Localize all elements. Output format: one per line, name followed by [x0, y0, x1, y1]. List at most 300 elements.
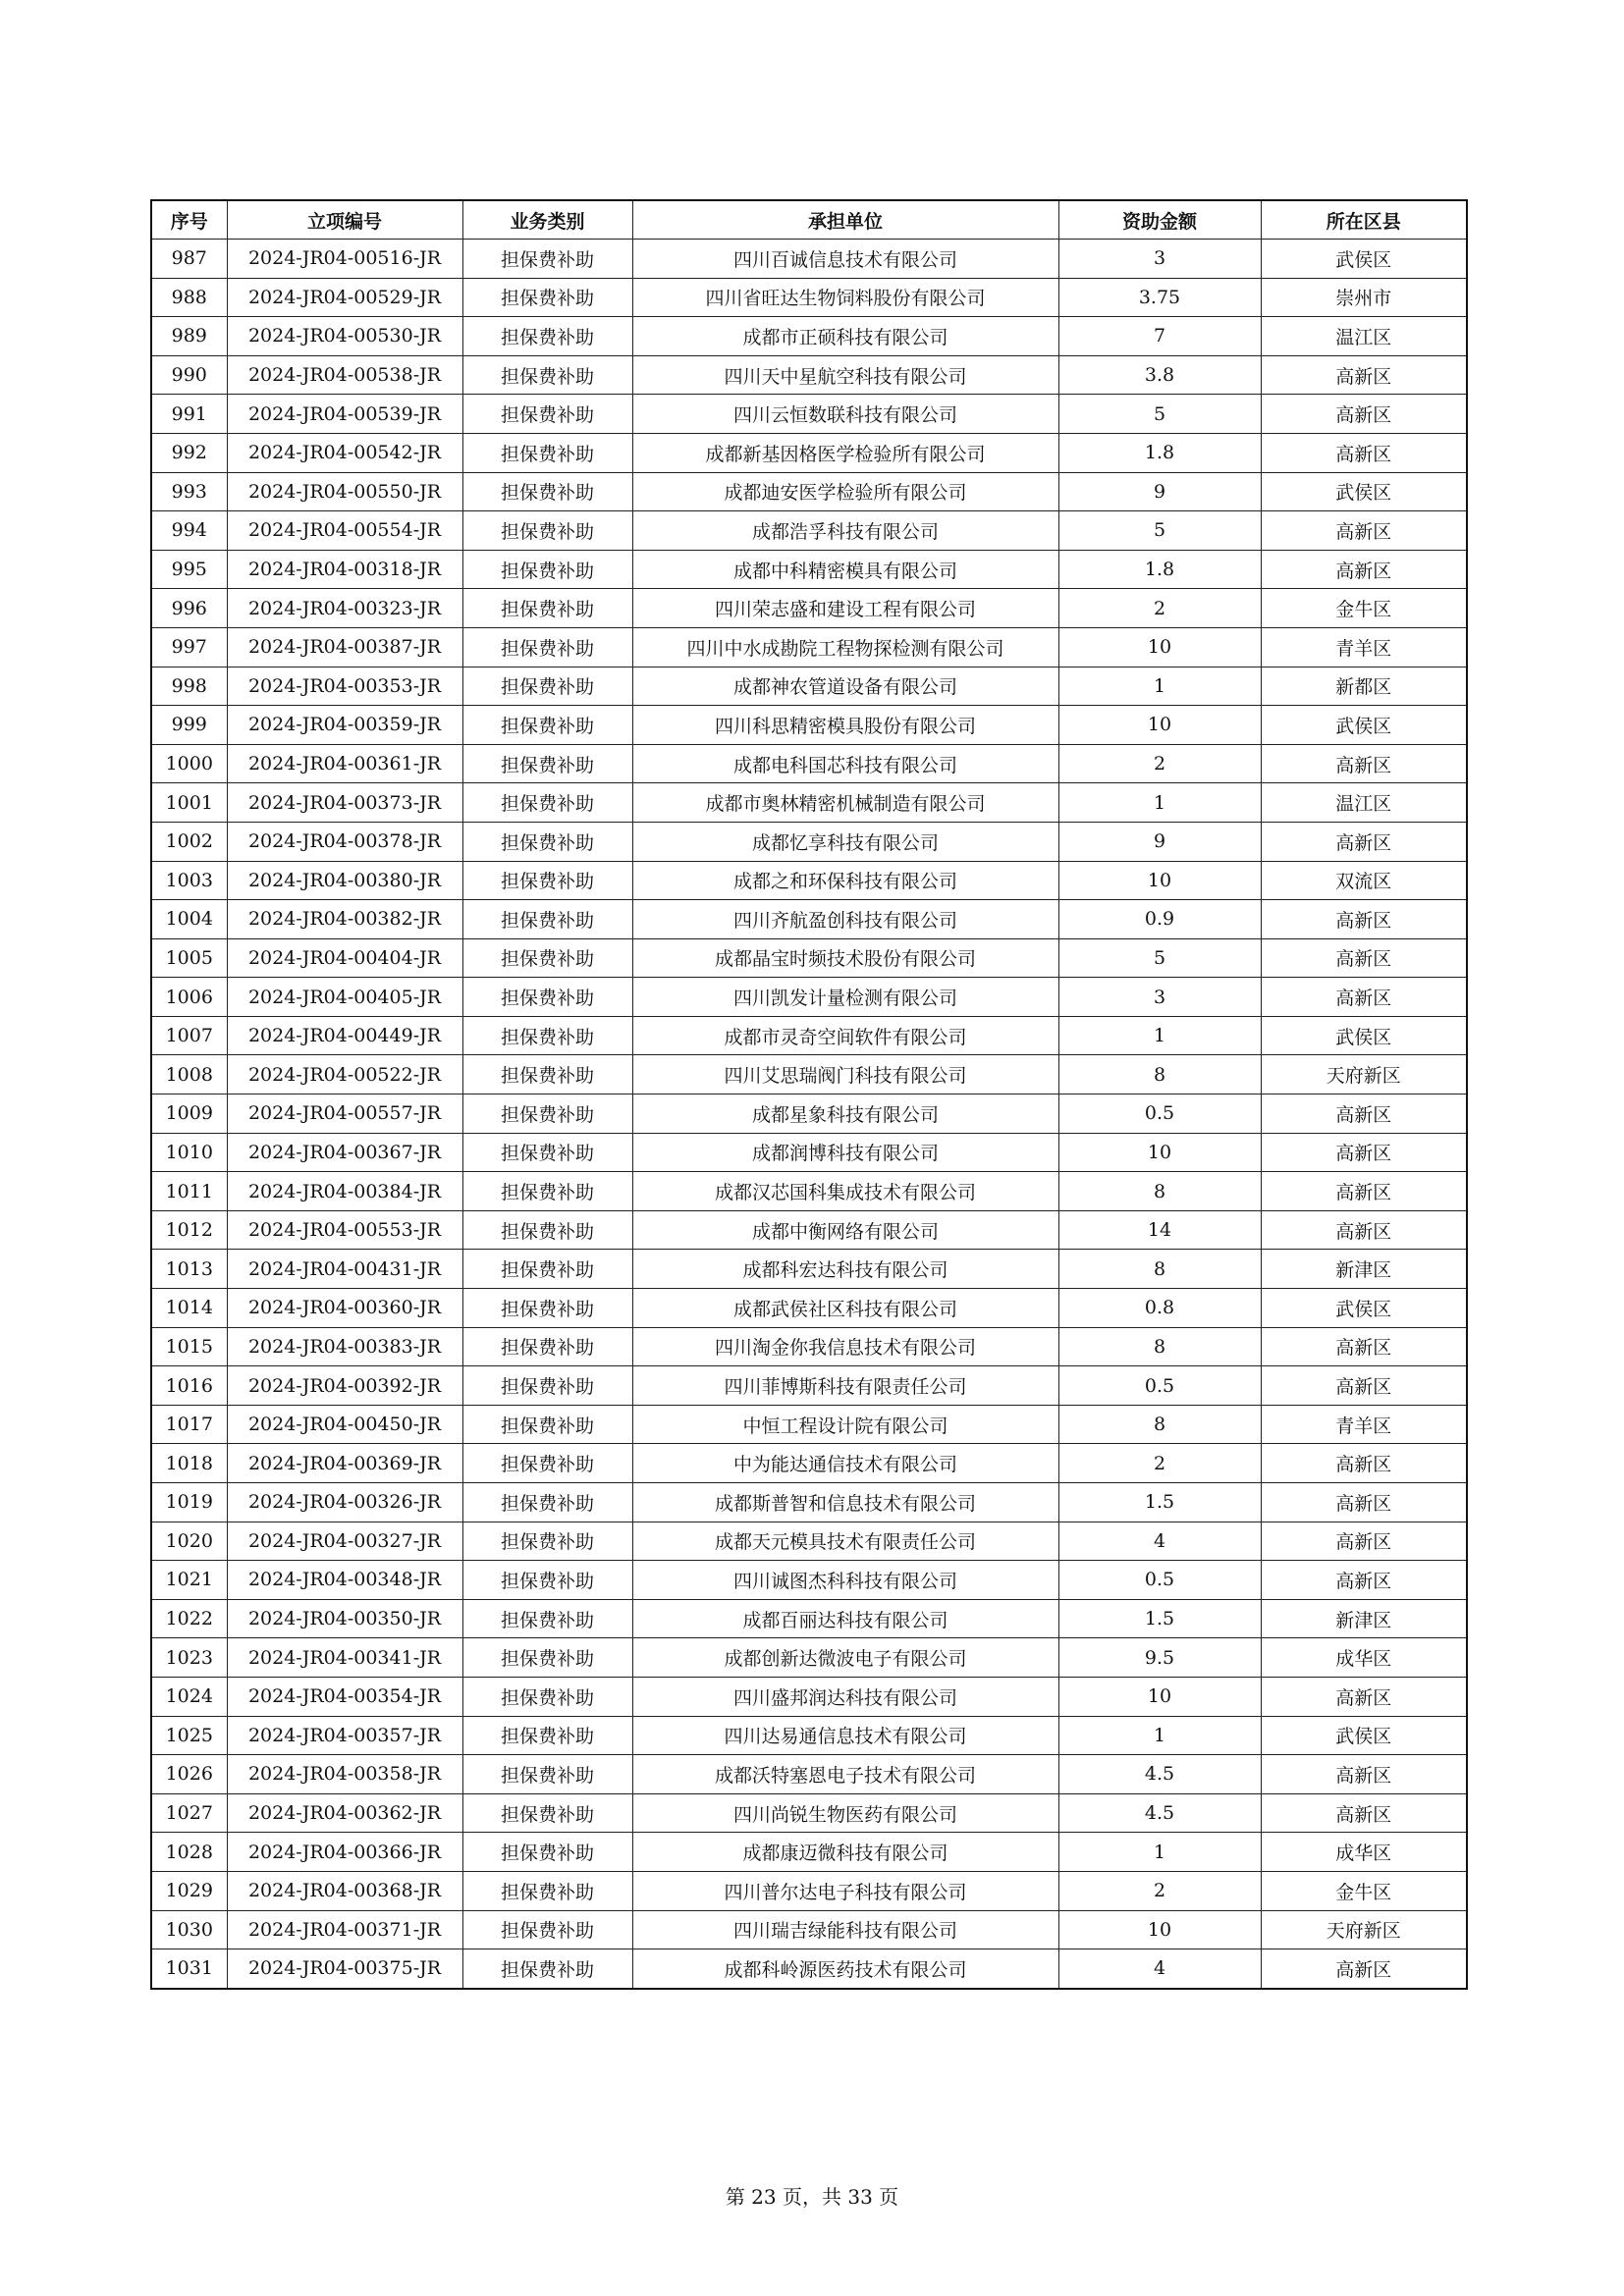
cell-seq: 995 [151, 550, 227, 589]
table-row [151, 1949, 1467, 1989]
cell-district: 崇州市 [1261, 278, 1467, 317]
cell-project-code: 2024-JR04-00383-JR [227, 1327, 462, 1366]
cell-project-code: 2024-JR04-00557-JR [227, 1095, 462, 1134]
cell-seq: 1029 [151, 1871, 227, 1910]
cell-business-type: 担保费补助 [462, 1289, 632, 1328]
cell-project-code: 2024-JR04-00362-JR [227, 1793, 462, 1833]
cell-seq: 1004 [151, 900, 227, 939]
table-row [151, 395, 1467, 434]
cell-amount: 0.5 [1058, 1561, 1261, 1600]
cell-business-type: 担保费补助 [462, 589, 632, 628]
cell-business-type: 担保费补助 [462, 1599, 632, 1638]
cell-business-type: 担保费补助 [462, 1133, 632, 1172]
cell-amount: 5 [1058, 395, 1261, 434]
cell-seq: 989 [151, 317, 227, 356]
cell-project-code: 2024-JR04-00361-JR [227, 744, 462, 783]
table-row [151, 1210, 1467, 1250]
cell-amount: 0.5 [1058, 1095, 1261, 1134]
cell-district: 高新区 [1261, 1327, 1467, 1366]
cell-organization: 成都汉芯国科集成技术有限公司 [632, 1172, 1058, 1211]
cell-amount: 1 [1058, 783, 1261, 823]
cell-project-code: 2024-JR04-00554-JR [227, 511, 462, 551]
cell-seq: 1021 [151, 1561, 227, 1600]
table-row [151, 1016, 1467, 1055]
table-row [151, 627, 1467, 667]
header-project-code: 立项编号 [227, 200, 462, 240]
cell-organization: 四川百诚信息技术有限公司 [632, 240, 1058, 279]
cell-organization: 四川瑞吉绿能科技有限公司 [632, 1910, 1058, 1949]
table-row [151, 1755, 1467, 1794]
cell-business-type: 担保费补助 [462, 1366, 632, 1406]
cell-project-code: 2024-JR04-00359-JR [227, 706, 462, 745]
cell-seq: 1020 [151, 1522, 227, 1561]
cell-amount: 2 [1058, 744, 1261, 783]
cell-seq: 1012 [151, 1210, 227, 1250]
cell-project-code: 2024-JR04-00373-JR [227, 783, 462, 823]
cell-district: 青羊区 [1261, 1405, 1467, 1444]
cell-organization: 成都中衡网络有限公司 [632, 1210, 1058, 1250]
cell-organization: 四川中水成勘院工程物探检测有限公司 [632, 627, 1058, 667]
cell-district: 高新区 [1261, 1483, 1467, 1522]
cell-district: 新津区 [1261, 1599, 1467, 1638]
table-row [151, 1561, 1467, 1600]
table-row [151, 240, 1467, 279]
cell-business-type: 担保费补助 [462, 861, 632, 900]
cell-business-type: 担保费补助 [462, 1871, 632, 1910]
cell-district: 温江区 [1261, 317, 1467, 356]
cell-amount: 10 [1058, 706, 1261, 745]
cell-business-type: 担保费补助 [462, 1016, 632, 1055]
table-row [151, 1172, 1467, 1211]
cell-project-code: 2024-JR04-00371-JR [227, 1910, 462, 1949]
funding-table [150, 199, 1468, 1990]
cell-amount: 10 [1058, 1677, 1261, 1716]
cell-seq: 998 [151, 667, 227, 706]
cell-project-code: 2024-JR04-00378-JR [227, 822, 462, 861]
cell-seq: 997 [151, 627, 227, 667]
cell-amount: 3.8 [1058, 355, 1261, 395]
cell-amount: 1.8 [1058, 433, 1261, 472]
cell-amount: 1 [1058, 1833, 1261, 1872]
cell-seq: 1000 [151, 744, 227, 783]
cell-amount: 0.9 [1058, 900, 1261, 939]
cell-business-type: 担保费补助 [462, 822, 632, 861]
cell-organization: 成都迪安医学检验所有限公司 [632, 472, 1058, 511]
cell-business-type: 担保费补助 [462, 900, 632, 939]
cell-amount: 10 [1058, 627, 1261, 667]
cell-project-code: 2024-JR04-00358-JR [227, 1755, 462, 1794]
cell-seq: 1005 [151, 938, 227, 978]
cell-project-code: 2024-JR04-00553-JR [227, 1210, 462, 1250]
table-row [151, 1327, 1467, 1366]
table-row [151, 744, 1467, 783]
cell-amount: 8 [1058, 1327, 1261, 1366]
cell-amount: 1.8 [1058, 550, 1261, 589]
cell-amount: 3 [1058, 240, 1261, 279]
cell-amount: 4.5 [1058, 1755, 1261, 1794]
page-number: 第 23 页，共 33 页 [725, 2185, 899, 2209]
cell-district: 高新区 [1261, 1949, 1467, 1989]
cell-seq: 1015 [151, 1327, 227, 1366]
table-row [151, 1055, 1467, 1095]
cell-project-code: 2024-JR04-00450-JR [227, 1405, 462, 1444]
cell-amount: 10 [1058, 1133, 1261, 1172]
cell-amount: 0.8 [1058, 1289, 1261, 1328]
cell-amount: 9.5 [1058, 1638, 1261, 1678]
cell-amount: 8 [1058, 1250, 1261, 1289]
cell-amount: 1 [1058, 1016, 1261, 1055]
cell-seq: 1013 [151, 1250, 227, 1289]
cell-project-code: 2024-JR04-00357-JR [227, 1716, 462, 1755]
cell-business-type: 担保费补助 [462, 1793, 632, 1833]
cell-district: 成华区 [1261, 1638, 1467, 1678]
header-seq: 序号 [151, 200, 227, 240]
cell-project-code: 2024-JR04-00522-JR [227, 1055, 462, 1095]
cell-district: 武侯区 [1261, 472, 1467, 511]
cell-seq: 1002 [151, 822, 227, 861]
cell-seq: 1017 [151, 1405, 227, 1444]
cell-seq: 1016 [151, 1366, 227, 1406]
cell-project-code: 2024-JR04-00353-JR [227, 667, 462, 706]
header-business-type: 业务类别 [462, 200, 632, 240]
table-row [151, 1483, 1467, 1522]
cell-district: 高新区 [1261, 744, 1467, 783]
cell-project-code: 2024-JR04-00323-JR [227, 589, 462, 628]
cell-seq: 1006 [151, 978, 227, 1017]
cell-district: 新都区 [1261, 667, 1467, 706]
cell-district: 新津区 [1261, 1250, 1467, 1289]
cell-organization: 成都斯普智和信息技术有限公司 [632, 1483, 1058, 1522]
cell-business-type: 担保费补助 [462, 1327, 632, 1366]
table-row [151, 355, 1467, 395]
cell-amount: 8 [1058, 1172, 1261, 1211]
cell-seq: 1027 [151, 1793, 227, 1833]
cell-business-type: 担保费补助 [462, 1250, 632, 1289]
cell-district: 武侯区 [1261, 1016, 1467, 1055]
table-row [151, 589, 1467, 628]
table-row [151, 1366, 1467, 1406]
cell-seq: 993 [151, 472, 227, 511]
table-row [151, 1871, 1467, 1910]
table-row [151, 706, 1467, 745]
cell-seq: 1008 [151, 1055, 227, 1095]
cell-organization: 四川诚图杰科科技有限公司 [632, 1561, 1058, 1600]
cell-project-code: 2024-JR04-00367-JR [227, 1133, 462, 1172]
cell-business-type: 担保费补助 [462, 783, 632, 823]
header-organization: 承担单位 [632, 200, 1058, 240]
cell-project-code: 2024-JR04-00538-JR [227, 355, 462, 395]
cell-amount: 2 [1058, 589, 1261, 628]
cell-business-type: 担保费补助 [462, 938, 632, 978]
cell-organization: 成都科岭源医药技术有限公司 [632, 1949, 1058, 1989]
cell-district: 高新区 [1261, 822, 1467, 861]
cell-amount: 3.75 [1058, 278, 1261, 317]
cell-organization: 成都神农管道设备有限公司 [632, 667, 1058, 706]
cell-amount: 5 [1058, 938, 1261, 978]
cell-amount: 9 [1058, 472, 1261, 511]
table-row [151, 317, 1467, 356]
cell-organization: 成都沃特塞恩电子技术有限公司 [632, 1755, 1058, 1794]
cell-district: 高新区 [1261, 550, 1467, 589]
table-row [151, 1599, 1467, 1638]
cell-organization: 成都天元模具技术有限责任公司 [632, 1522, 1058, 1561]
cell-seq: 987 [151, 240, 227, 279]
cell-district: 高新区 [1261, 1133, 1467, 1172]
cell-organization: 成都电科国芯科技有限公司 [632, 744, 1058, 783]
cell-amount: 2 [1058, 1444, 1261, 1483]
cell-seq: 1024 [151, 1677, 227, 1716]
cell-business-type: 担保费补助 [462, 472, 632, 511]
cell-district: 高新区 [1261, 1561, 1467, 1600]
cell-organization: 成都市奥林精密机械制造有限公司 [632, 783, 1058, 823]
cell-organization: 四川盛邦润达科技有限公司 [632, 1677, 1058, 1716]
cell-project-code: 2024-JR04-00326-JR [227, 1483, 462, 1522]
cell-district: 武侯区 [1261, 1289, 1467, 1328]
table-row [151, 1444, 1467, 1483]
cell-organization: 成都市灵奇空间软件有限公司 [632, 1016, 1058, 1055]
cell-project-code: 2024-JR04-00550-JR [227, 472, 462, 511]
cell-district: 高新区 [1261, 938, 1467, 978]
cell-organization: 四川省旺达生物饲料股份有限公司 [632, 278, 1058, 317]
cell-project-code: 2024-JR04-00449-JR [227, 1016, 462, 1055]
cell-seq: 988 [151, 278, 227, 317]
cell-amount: 10 [1058, 861, 1261, 900]
cell-district: 高新区 [1261, 511, 1467, 551]
cell-seq: 1014 [151, 1289, 227, 1328]
cell-amount: 1 [1058, 667, 1261, 706]
table-row [151, 978, 1467, 1017]
cell-amount: 4 [1058, 1949, 1261, 1989]
cell-seq: 1028 [151, 1833, 227, 1872]
cell-district: 温江区 [1261, 783, 1467, 823]
cell-business-type: 担保费补助 [462, 395, 632, 434]
cell-organization: 四川淘金你我信息技术有限公司 [632, 1327, 1058, 1366]
cell-seq: 1023 [151, 1638, 227, 1678]
cell-business-type: 担保费补助 [462, 1172, 632, 1211]
table-row [151, 1133, 1467, 1172]
table-row [151, 1638, 1467, 1678]
cell-project-code: 2024-JR04-00327-JR [227, 1522, 462, 1561]
table-row [151, 278, 1467, 317]
table-row [151, 433, 1467, 472]
cell-district: 金牛区 [1261, 589, 1467, 628]
cell-project-code: 2024-JR04-00350-JR [227, 1599, 462, 1638]
cell-organization: 中恒工程设计院有限公司 [632, 1405, 1058, 1444]
cell-project-code: 2024-JR04-00539-JR [227, 395, 462, 434]
cell-organization: 四川达易通信息技术有限公司 [632, 1716, 1058, 1755]
cell-project-code: 2024-JR04-00387-JR [227, 627, 462, 667]
table-row [151, 1095, 1467, 1134]
cell-organization: 成都之和环保科技有限公司 [632, 861, 1058, 900]
cell-organization: 中为能达通信技术有限公司 [632, 1444, 1058, 1483]
cell-district: 金牛区 [1261, 1871, 1467, 1910]
cell-district: 高新区 [1261, 1522, 1467, 1561]
cell-organization: 成都忆享科技有限公司 [632, 822, 1058, 861]
cell-seq: 1019 [151, 1483, 227, 1522]
cell-organization: 成都星象科技有限公司 [632, 1095, 1058, 1134]
cell-business-type: 担保费补助 [462, 1444, 632, 1483]
cell-project-code: 2024-JR04-00542-JR [227, 433, 462, 472]
cell-district: 高新区 [1261, 1444, 1467, 1483]
cell-business-type: 担保费补助 [462, 511, 632, 551]
cell-amount: 4 [1058, 1522, 1261, 1561]
cell-district: 高新区 [1261, 433, 1467, 472]
cell-business-type: 担保费补助 [462, 706, 632, 745]
table-row [151, 1405, 1467, 1444]
cell-project-code: 2024-JR04-00384-JR [227, 1172, 462, 1211]
cell-business-type: 担保费补助 [462, 1483, 632, 1522]
cell-seq: 1011 [151, 1172, 227, 1211]
table-row [151, 1910, 1467, 1949]
cell-business-type: 担保费补助 [462, 1522, 632, 1561]
cell-district: 高新区 [1261, 1755, 1467, 1794]
cell-project-code: 2024-JR04-00380-JR [227, 861, 462, 900]
cell-organization: 四川尚锐生物医药有限公司 [632, 1793, 1058, 1833]
cell-organization: 成都百丽达科技有限公司 [632, 1599, 1058, 1638]
cell-organization: 成都润博科技有限公司 [632, 1133, 1058, 1172]
cell-amount: 0.5 [1058, 1366, 1261, 1406]
cell-business-type: 担保费补助 [462, 1405, 632, 1444]
cell-seq: 990 [151, 355, 227, 395]
cell-seq: 1009 [151, 1095, 227, 1134]
cell-business-type: 担保费补助 [462, 744, 632, 783]
cell-seq: 1031 [151, 1949, 227, 1989]
cell-amount: 9 [1058, 822, 1261, 861]
cell-seq: 1030 [151, 1910, 227, 1949]
cell-business-type: 担保费补助 [462, 278, 632, 317]
cell-business-type: 担保费补助 [462, 433, 632, 472]
table-row [151, 1793, 1467, 1833]
cell-organization: 成都武侯社区科技有限公司 [632, 1289, 1058, 1328]
table-row [151, 511, 1467, 551]
cell-seq: 994 [151, 511, 227, 551]
cell-seq: 1001 [151, 783, 227, 823]
cell-amount: 10 [1058, 1910, 1261, 1949]
cell-project-code: 2024-JR04-00516-JR [227, 240, 462, 279]
table-row [151, 822, 1467, 861]
cell-organization: 四川云恒数联科技有限公司 [632, 395, 1058, 434]
cell-project-code: 2024-JR04-00375-JR [227, 1949, 462, 1989]
cell-district: 高新区 [1261, 1793, 1467, 1833]
cell-project-code: 2024-JR04-00369-JR [227, 1444, 462, 1483]
table-row [151, 472, 1467, 511]
cell-business-type: 担保费补助 [462, 1755, 632, 1794]
table-row [151, 1250, 1467, 1289]
cell-project-code: 2024-JR04-00404-JR [227, 938, 462, 978]
cell-business-type: 担保费补助 [462, 355, 632, 395]
header-amount: 资助金额 [1058, 200, 1261, 240]
table-row [151, 861, 1467, 900]
cell-seq: 1018 [151, 1444, 227, 1483]
cell-amount: 8 [1058, 1405, 1261, 1444]
cell-amount: 1.5 [1058, 1599, 1261, 1638]
cell-district: 高新区 [1261, 1677, 1467, 1716]
cell-organization: 成都康迈微科技有限公司 [632, 1833, 1058, 1872]
cell-amount: 5 [1058, 511, 1261, 551]
cell-project-code: 2024-JR04-00530-JR [227, 317, 462, 356]
cell-organization: 四川荣志盛和建设工程有限公司 [632, 589, 1058, 628]
cell-organization: 四川普尔达电子科技有限公司 [632, 1871, 1058, 1910]
table-row [151, 938, 1467, 978]
cell-district: 高新区 [1261, 1366, 1467, 1406]
table-row [151, 550, 1467, 589]
cell-business-type: 担保费补助 [462, 667, 632, 706]
table-row [151, 667, 1467, 706]
cell-business-type: 担保费补助 [462, 1561, 632, 1600]
cell-business-type: 担保费补助 [462, 1949, 632, 1989]
table-body [151, 240, 1467, 1989]
cell-business-type: 担保费补助 [462, 1910, 632, 1949]
cell-organization: 四川科思精密模具股份有限公司 [632, 706, 1058, 745]
cell-business-type: 担保费补助 [462, 1833, 632, 1872]
cell-district: 高新区 [1261, 978, 1467, 1017]
header-row [151, 200, 1467, 240]
cell-seq: 992 [151, 433, 227, 472]
cell-organization: 四川齐航盈创科技有限公司 [632, 900, 1058, 939]
cell-organization: 成都浩孚科技有限公司 [632, 511, 1058, 551]
cell-district: 高新区 [1261, 1210, 1467, 1250]
cell-project-code: 2024-JR04-00354-JR [227, 1677, 462, 1716]
cell-project-code: 2024-JR04-00348-JR [227, 1561, 462, 1600]
cell-amount: 14 [1058, 1210, 1261, 1250]
cell-amount: 8 [1058, 1055, 1261, 1095]
cell-organization: 成都晶宝时频技术股份有限公司 [632, 938, 1058, 978]
cell-business-type: 担保费补助 [462, 627, 632, 667]
cell-seq: 999 [151, 706, 227, 745]
cell-amount: 1 [1058, 1716, 1261, 1755]
cell-business-type: 担保费补助 [462, 317, 632, 356]
table-row [151, 1833, 1467, 1872]
cell-seq: 996 [151, 589, 227, 628]
cell-district: 天府新区 [1261, 1055, 1467, 1095]
table-row [151, 1289, 1467, 1328]
cell-seq: 1026 [151, 1755, 227, 1794]
table-row [151, 783, 1467, 823]
cell-amount: 1.5 [1058, 1483, 1261, 1522]
cell-business-type: 担保费补助 [462, 1095, 632, 1134]
cell-organization: 成都市正硕科技有限公司 [632, 317, 1058, 356]
cell-organization: 四川凯发计量检测有限公司 [632, 978, 1058, 1017]
cell-district: 武侯区 [1261, 240, 1467, 279]
cell-district: 成华区 [1261, 1833, 1467, 1872]
cell-project-code: 2024-JR04-00392-JR [227, 1366, 462, 1406]
cell-district: 青羊区 [1261, 627, 1467, 667]
cell-organization: 四川天中星航空科技有限公司 [632, 355, 1058, 395]
cell-district: 武侯区 [1261, 706, 1467, 745]
header-district: 所在区县 [1261, 200, 1467, 240]
table-row [151, 1677, 1467, 1716]
cell-district: 高新区 [1261, 1172, 1467, 1211]
cell-project-code: 2024-JR04-00368-JR [227, 1871, 462, 1910]
cell-seq: 1010 [151, 1133, 227, 1172]
cell-district: 高新区 [1261, 355, 1467, 395]
cell-business-type: 担保费补助 [462, 1716, 632, 1755]
cell-project-code: 2024-JR04-00382-JR [227, 900, 462, 939]
cell-seq: 1022 [151, 1599, 227, 1638]
cell-seq: 1003 [151, 861, 227, 900]
cell-amount: 3 [1058, 978, 1261, 1017]
cell-project-code: 2024-JR04-00341-JR [227, 1638, 462, 1678]
cell-amount: 2 [1058, 1871, 1261, 1910]
cell-district: 武侯区 [1261, 1716, 1467, 1755]
cell-organization: 成都中科精密模具有限公司 [632, 550, 1058, 589]
cell-district: 高新区 [1261, 395, 1467, 434]
cell-business-type: 担保费补助 [462, 240, 632, 279]
cell-project-code: 2024-JR04-00360-JR [227, 1289, 462, 1328]
table-row [151, 1716, 1467, 1755]
cell-project-code: 2024-JR04-00431-JR [227, 1250, 462, 1289]
cell-organization: 成都新基因格医学检验所有限公司 [632, 433, 1058, 472]
